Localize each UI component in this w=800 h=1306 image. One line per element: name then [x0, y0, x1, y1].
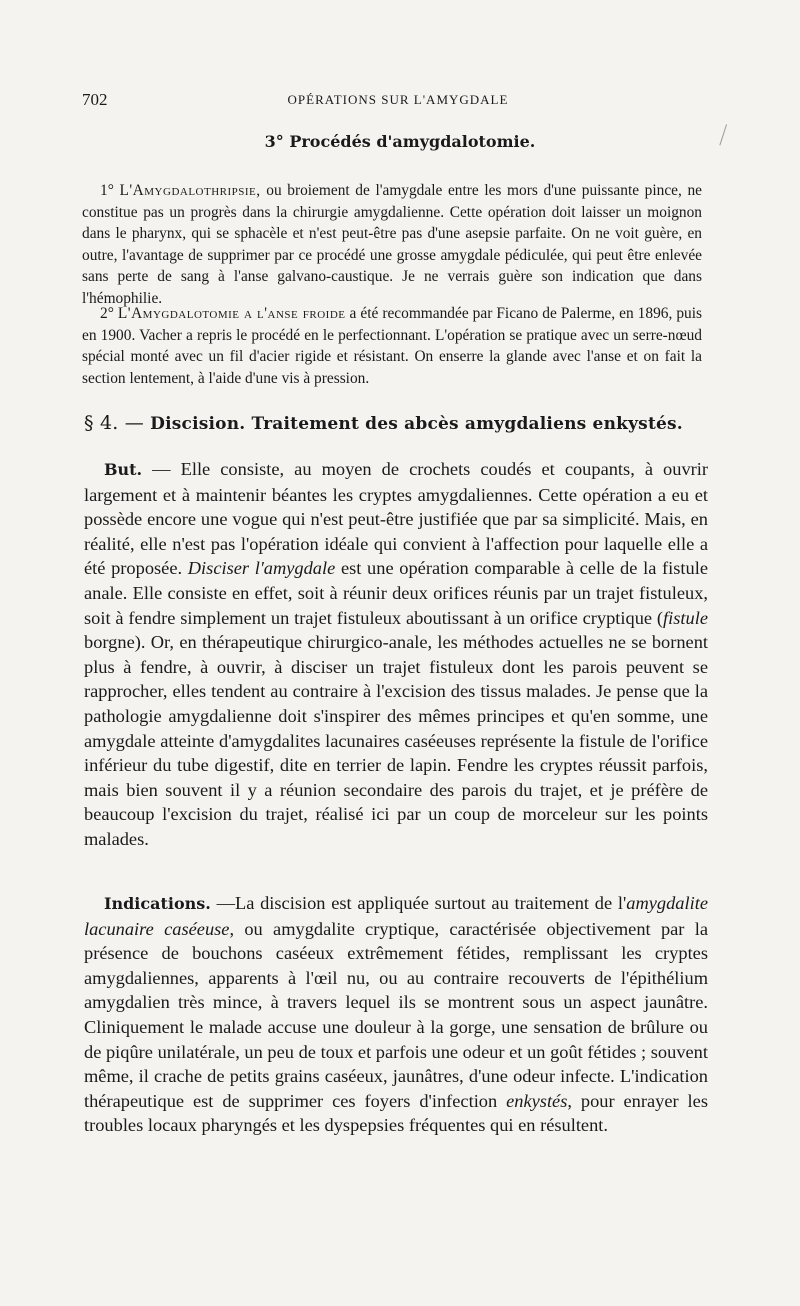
lead-indications: Indications.: [104, 894, 211, 913]
running-title: OPÉRATIONS SUR L'AMYGDALE: [287, 92, 509, 107]
paragraph-text: ou broiement de l'amygdale entre les mors d'une puissante pince, ne constitue pas un progrès dans la chirurgie amygdalienne. Cette opération doit laisser un moignon dans le pharynx, qui se sphacèle et n'est peut-être pas d'une asepsie parfaite. On ne voit guère, en outre, l'avantage de supprimer par ce procédé une grosse amygdale pédiculée, qui peut être enlevée sans perte de sang à l'anse galvano-caustique. Je ne verrais guère son indication que dans l'hémophilie.: [82, 182, 702, 307]
term-amygdalotomie: L'Amygdalotomie a l'anse froide: [117, 305, 346, 322]
section-3-heading: 3° Procédés d'amygdalotomie.: [264, 132, 536, 151]
paragraph-text: — Elle consiste, au moyen de crochets coudés et coupants, à ouvrir largement et à maintenir béantes les cryptes amygdaliennes. Cette opération a eu et possède encore une vogue qui n'est peut-être justifiée que par sa simplicité. Mais, en réalité, elle n'est pas l'opération idéale qui convient à l'affection pour laquelle elle a été proposée.: [84, 459, 708, 579]
paragraph-indications: [84, 891, 708, 1138]
italic-term: fistule: [663, 607, 708, 628]
term-amygdalothripsie: L'Amygdalothripsie,: [119, 182, 261, 199]
section-4-heading: [84, 412, 704, 434]
italic-term: amygdalite lacunaire caséeuse: [84, 893, 708, 939]
paragraph-amygdalothripsie: [82, 180, 702, 309]
section-sign: § 4. —: [84, 412, 151, 434]
page-number: 702: [82, 90, 108, 109]
page-header: [82, 90, 714, 112]
italic-term: Disciser l'amygdale: [187, 558, 336, 579]
item-number: 1°: [100, 182, 120, 199]
paragraph-amygdalotomie-anse-froide: [82, 303, 702, 389]
paragraph-text: , pour enrayer les troubles locaux pharyngés et les dyspepsies fréquentes qui en résultent.: [84, 1090, 708, 1136]
paragraph-text: , ou amygdalite cryptique, caractérisée objectivement par la présence de bouchons caséeux extrêmement fétides, remplissant les cryptes amygdaliennes, apparents à l'œil nu, ou au contraire recouverts de l'épithélium amygdalien très mince, à travers lequel ils se montrent sous un aspect jaunâtre. Cliniquement le malade accuse une douleur à la gorge, une sensation de brûlure ou de piqûre unilatérale, un peu de toux et parfois une odeur et un goût fétides ; souvent même, il crache de petits grains caséeux, jaunâtres, d'une odeur infecte. L'indication thérapeutique est de supprimer ces foyers d'infection: [84, 918, 708, 1111]
lead-but: But.: [104, 460, 143, 479]
section-4-title: Discision. Traitement des abcès amygdaliens enkystés.: [150, 414, 683, 434]
italic-term: enkystés: [506, 1090, 568, 1111]
paragraph-text: est une opération comparable à celle de la fistule anale. Elle consiste en effet, soit à réunir deux orifices réunis par un trajet fistuleux, soit à fendre simplement un trajet fistuleux aboutissant à un orifice cryptique (: [84, 558, 708, 628]
paragraph-but: [84, 457, 708, 852]
paragraph-text: borgne). Or, en thérapeutique chirurgico-anale, les méthodes actuelles ne se bornent plus à fendre, à ouvrir, à disciser un trajet fistuleux dont les parois peuvent se rapprocher, elles tendent au contraire à l'excision des tissus malades. Je pense que la pathologie amygdalienne doit s'inspirer des mêmes principes et qu'en somme, une amygdale atteinte d'amygdalites lacunaires caséeuses représente la fistule de l'orifice inférieur du tube digestif, dite en terrier de lapin. Fendre les cryptes réussit parfois, mais bien souvent il y a réunion secondaire des parois du trajet, et je préfère de beaucoup l'excision du trajet, réalisé ici par un coup de morceleur sur les points malades.: [84, 632, 708, 849]
paragraph-text: a été recommandée par Ficano de Palerme, en 1896, puis en 1900. Vacher a repris le procédé en le perfectionnant. L'opération se pratique avec un serre-nœud spécial monté avec un fil d'acier rigide et résistant. On enserre la glande avec l'anse et on fait la section lentement, à l'aide d'une vis à pression.: [82, 305, 702, 387]
item-number: 2°: [100, 305, 118, 322]
paragraph-text: —La discision est appliquée surtout au traitement de l': [210, 893, 627, 913]
